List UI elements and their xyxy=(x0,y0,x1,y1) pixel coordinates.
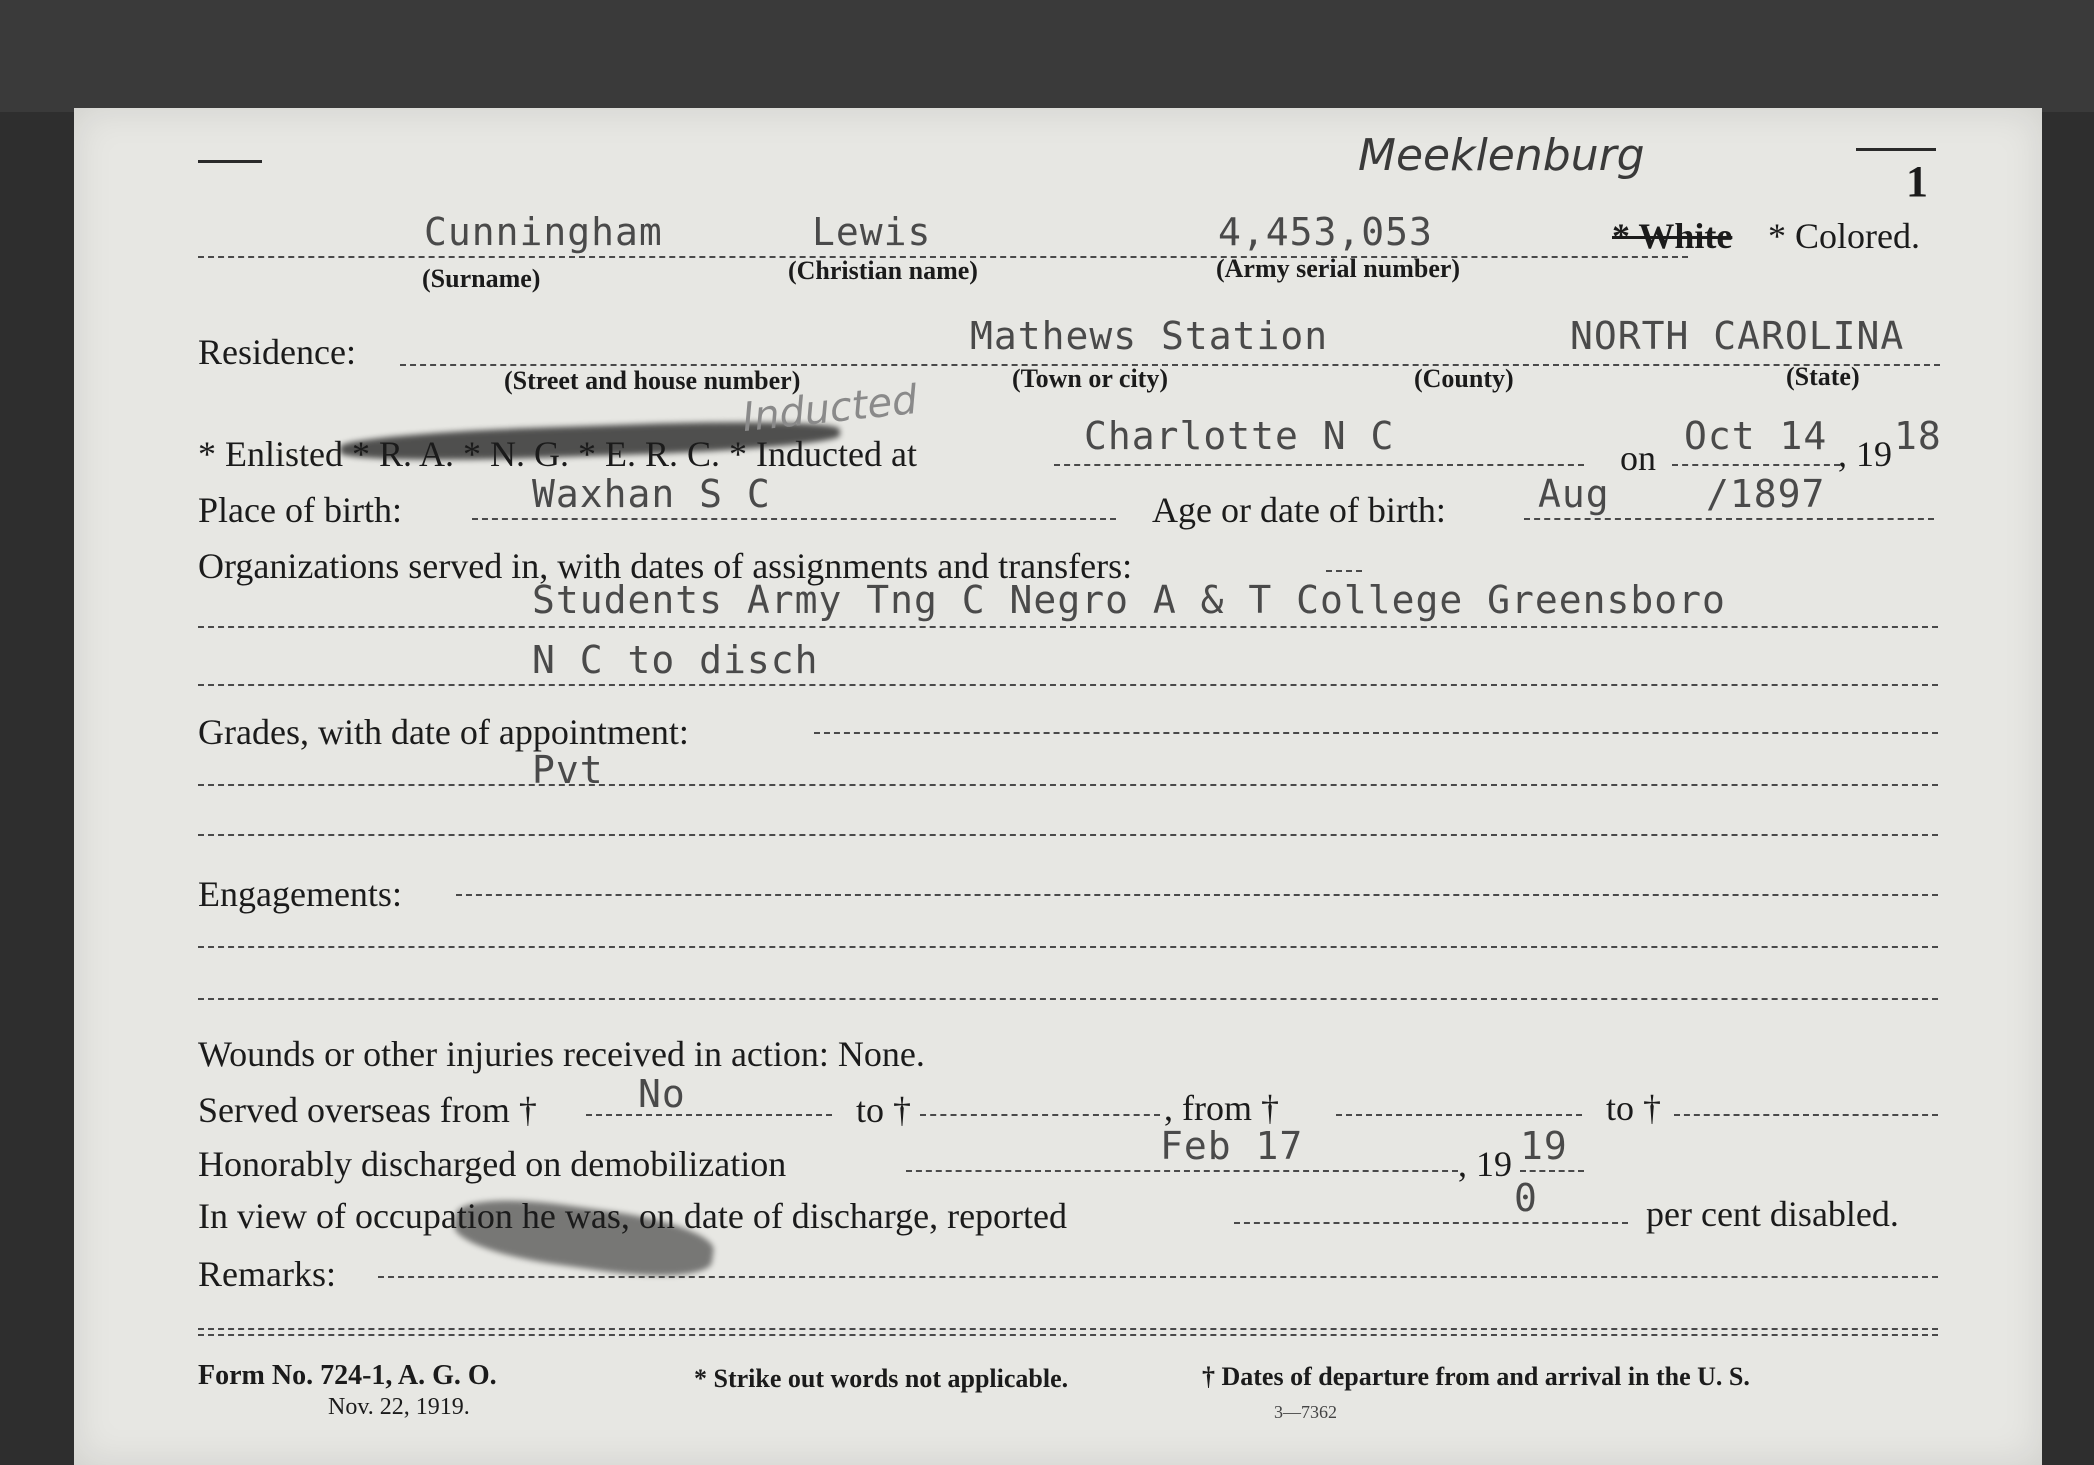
overseas-label: Served overseas from † xyxy=(198,1090,537,1130)
organization-line-1: Students Army Tng C Negro A & T College Greensboro xyxy=(532,578,1726,622)
race-white-struck: * White xyxy=(1612,216,1733,256)
service-record-card xyxy=(74,108,2042,1465)
form-number: Form No. 724-1, A. G. O. xyxy=(198,1360,497,1391)
grade-value: Pvt xyxy=(532,748,604,792)
state-value: NORTH CAROLINA xyxy=(1570,314,1905,358)
on-label: on xyxy=(1620,438,1656,478)
print-code: 3—7362 xyxy=(1274,1402,1337,1422)
grades-line-2 xyxy=(198,784,1938,786)
disabled-label: per cent disabled. xyxy=(1646,1194,1899,1234)
induction-year-prefix: , 19 xyxy=(1838,434,1892,474)
occupation-label: In view of occupation he was, on date of discharge, reported xyxy=(198,1196,1068,1236)
engagements-line-3 xyxy=(198,998,1938,1000)
organizations-label-line xyxy=(1326,570,1362,572)
induction-date-value: Oct 14 xyxy=(1684,414,1828,458)
overseas-value: No xyxy=(638,1072,686,1116)
induction-year-value: 18 xyxy=(1894,414,1942,458)
overseas-to-line-2 xyxy=(1674,1114,1938,1116)
wounds-label: Wounds or other injuries received in action: None. xyxy=(198,1034,925,1074)
town-value: Mathews Station xyxy=(970,314,1329,358)
overseas-from-line xyxy=(586,1114,832,1116)
organizations-line-2 xyxy=(198,684,1938,686)
county-handwriting: Meeklenburg xyxy=(1358,130,1645,181)
organizations-line-1 xyxy=(198,626,1938,628)
caption-county: (County) xyxy=(1414,364,1514,393)
birth-place-label: Place of birth: xyxy=(198,490,402,530)
disabled-value: 0 xyxy=(1514,1176,1538,1220)
caption-serial: (Army serial number) xyxy=(1216,254,1461,283)
overseas-from-line-2 xyxy=(1336,1114,1582,1116)
discharge-year-prefix: , 19 xyxy=(1458,1144,1512,1184)
dates-note: † Dates of departure from and arrival in the U. S. xyxy=(1202,1362,1750,1391)
race-colored: * Colored. xyxy=(1768,216,1920,256)
enlistment-label: * Enlisted * R. A. * N. G. * E. R. C. * Inducted at xyxy=(198,434,917,474)
discharge-date-line xyxy=(906,1170,1458,1172)
induction-place-line xyxy=(1054,464,1584,466)
grades-label: Grades, with date of appointment: xyxy=(198,712,689,752)
to-label-1: to † xyxy=(856,1090,912,1130)
remarks-label: Remarks: xyxy=(198,1254,336,1294)
caption-surname: (Surname) xyxy=(422,264,541,293)
serial-number-value: 4,453,053 xyxy=(1218,210,1433,254)
top-left-rule xyxy=(198,160,262,163)
to-label-2: to † xyxy=(1606,1088,1662,1128)
caption-town: (Town or city) xyxy=(1012,364,1168,393)
birth-date-line xyxy=(1524,518,1934,520)
overseas-to-line xyxy=(920,1114,1160,1116)
remarks-line-2 xyxy=(198,1328,1938,1330)
surname-value: Cunningham xyxy=(424,210,663,254)
induction-date-line xyxy=(1672,464,1840,466)
birth-place-line xyxy=(472,518,1116,520)
strike-note: * Strike out words not applicable. xyxy=(694,1364,1069,1393)
remarks-line-1 xyxy=(378,1276,1938,1278)
remarks-line-3 xyxy=(198,1334,1938,1336)
organizations-label: Organizations served in, with dates of assignments and transfers: xyxy=(198,546,1133,586)
caption-street: (Street and house number) xyxy=(504,366,801,395)
engagements-line-1 xyxy=(456,894,1938,896)
from-label: , from † xyxy=(1164,1088,1279,1128)
caption-state: (State) xyxy=(1786,362,1860,391)
card-number: 1 xyxy=(1906,157,1928,206)
induction-place-value: Charlotte N C xyxy=(1084,414,1395,458)
discharge-date-value: Feb 17 xyxy=(1160,1124,1304,1168)
residence-label: Residence: xyxy=(198,332,356,372)
disabled-line xyxy=(1234,1222,1628,1224)
christian-name-value: Lewis xyxy=(812,210,932,254)
engagements-label: Engagements: xyxy=(198,874,402,914)
age-label: Age or date of birth: xyxy=(1152,490,1446,530)
grades-line-3 xyxy=(198,834,1938,836)
birth-year-value: /1897 xyxy=(1706,472,1826,516)
birth-place-value: Waxhan S C xyxy=(532,472,771,516)
grades-line-1 xyxy=(814,732,1938,734)
discharge-label: Honorably discharged on demobilization xyxy=(198,1144,787,1184)
inducted-handwriting: Inducted xyxy=(740,376,920,442)
engagements-line-2 xyxy=(198,946,1938,948)
discharge-year-value: 19 xyxy=(1520,1124,1568,1168)
organization-line-2: N C to disch xyxy=(532,638,819,682)
form-date: Nov. 22, 1919. xyxy=(328,1394,470,1420)
discharge-year-line xyxy=(1520,1170,1584,1172)
scanner-background xyxy=(0,0,2094,112)
caption-christian-name: (Christian name) xyxy=(788,256,978,285)
top-right-rule xyxy=(1856,148,1936,151)
birth-month-value: Aug xyxy=(1538,472,1610,516)
